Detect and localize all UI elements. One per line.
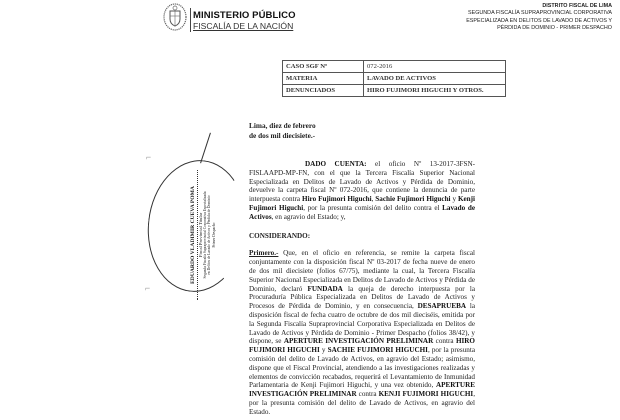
crime-name: Lavado de Activos <box>249 203 475 221</box>
paragraph-text: contra <box>433 337 456 346</box>
defendant-name: SACHIE FUJIMORI HIGUCHI <box>327 346 428 355</box>
table-row <box>283 61 506 73</box>
case-info-table <box>282 60 506 97</box>
case-number-label: CASO SGF Nº <box>283 61 364 73</box>
primero-paragraph <box>249 249 475 416</box>
district-line-2: SEGUNDA FISCALÍA SUPRAPROVINCIAL CORPORATIVA <box>468 10 612 17</box>
paragraph-text: Que, en el oficio en referencia, se remite la carpeta fiscal conjuntamente con la disposición fiscal Nº 03-2017 de fecha nueve de enero de dos mil diecisiete (folios 67/75), mediante la cual, la Tercera Fiscalía Superior Nacional Especializada en Delitos de Lavado de Activos y Pérdida de Dominio, declaró <box>249 249 475 293</box>
paragraph-text: , por la presunta comisión del delito contra el <box>303 203 443 212</box>
stamp-name: EDUARDO VLADIMIR CUEVA POMA <box>190 170 198 300</box>
defendant-name: Kenji Fujimori Higuchi <box>249 195 475 212</box>
paragraph-text: la disposición fiscal de fecha cuatro de octubre de dos mil dieciséis, emitida por la Segunda Fiscalía Supraprovincial Corporativa Especializada en Delitos de Lavado de Activos y Pérdida de Dominio - Primer Despacho (folios 38/42), y dispone, se <box>249 302 475 346</box>
ruling-fundada: FUNDADA <box>307 284 343 293</box>
paragraph-text: , por la presunta comisión del delito de Lavado de Activos, en agravio del Estado. <box>249 390 475 416</box>
defendant-name: KENJI FUJIMORI HIGUCHI <box>378 390 474 399</box>
primero-label: Primero.- <box>249 249 279 258</box>
dado-cuenta-paragraph <box>249 160 475 222</box>
institution-name <box>193 11 296 31</box>
defendants-value: HIRO FUJIMORI HIGUCHI Y OTROS. <box>364 85 506 97</box>
district-line-1: DISTRITO FISCAL DE LIMA <box>542 3 612 9</box>
stamp-office-1: Segunda Fiscalía Supraprovincial Corporativa Especializada <box>203 191 208 279</box>
case-number-value: 072-2016 <box>364 61 506 73</box>
signature-flourish-icon: ⌐ <box>145 283 151 293</box>
header-divider <box>190 8 191 32</box>
institution-subtitle: FISCALÍA DE LA NACIÓN <box>193 21 294 31</box>
document-body <box>249 160 475 417</box>
paragraph-text: , en agravio del Estado; y, <box>271 212 346 221</box>
paragraph-text: el oficio Nº 13-2017-3FSN-FISLAAPD-MP-FN, con el que la Tercera Fiscalía Superior Nacional Especializada en Delitos de Lavado de Activos y Pérdida de Dominio, devuelve la carpeta fiscal Nº 072-2016, que contiene la denuncia de parte interpuesta contra <box>249 160 476 204</box>
defendants-label: DENUNCIADOS <box>283 85 364 97</box>
stamp-office-2: en Delitos de Lavado de Activos y Pérdida de Dominio <box>207 195 212 275</box>
stamp-office-3: Primer Despacho <box>211 222 216 248</box>
paragraph-text: , por la presunta comisión del delito de Lavado de Activos, en agravio del Estado; asimismo, dispone que el Fiscal Provincial, atendiendo a las investigaciones realizadas y elementos de convicción recabados, requerirá el Levantamiento de Inmunidad Parlamentaria de Kenji Fujimori Higuchi, y una vez obtenido, <box>249 346 476 390</box>
signature-flourish-icon: ⌐ <box>146 152 152 162</box>
district-line-4: PÉRDIDA DE DOMINIO - PRIMER DESPACHO <box>497 24 612 31</box>
prosecutor-stamp <box>190 170 220 300</box>
document-date <box>249 121 316 140</box>
district-header <box>466 3 612 32</box>
ruling-apertura: APERTURE INVESTIGACIÓN PRELIMINAR <box>283 337 434 346</box>
dado-cuenta-label: DADO CUENTA: <box>305 160 367 168</box>
signature-stroke <box>200 133 211 164</box>
institution-title: MINISTERIO PÚBLICO <box>193 10 296 21</box>
considerando-heading: CONSIDERANDO: <box>249 231 311 240</box>
subject-value: LAVADO DE ACTIVOS <box>364 73 506 85</box>
table-row <box>283 73 506 85</box>
district-line-3: ESPECIALIZADA EN DELITOS DE LAVADO DE ACTIVOS Y <box>466 17 612 24</box>
coat-of-arms-icon <box>163 3 187 31</box>
stamp-title: Fiscal Provincial Titular <box>197 212 203 258</box>
date-line-2: de dos mil diecisiete.- <box>249 130 316 140</box>
defendant-name: Sachie Fujimori Higuchi <box>375 195 451 204</box>
paragraph-text: y <box>450 195 458 204</box>
table-row <box>283 85 506 97</box>
date-line-1: Lima, diez de febrero <box>249 121 316 130</box>
subject-label: MATERIA <box>283 73 364 85</box>
defendant-name: Hiro Fujimori Higuchi <box>302 195 372 204</box>
paragraph-text: y <box>319 346 328 355</box>
paragraph-text: , <box>371 195 376 204</box>
ruling-apertura: APERTURE INVESTIGACIÓN PRELIMINAR <box>249 381 475 399</box>
defendant-name: HIRO FUJIMORI HIGUCHI <box>249 337 475 355</box>
paragraph-text: contra <box>356 390 379 399</box>
paragraph-text: la queja de derecho interpuesta por la Procuraduría Pública Especializada en Delitos de Lavado de Activos y Procesos de Pérdida de Dominio, y en consecuencia, <box>249 284 475 311</box>
ruling-desaprueba: DESAPRUEBA <box>417 302 467 311</box>
